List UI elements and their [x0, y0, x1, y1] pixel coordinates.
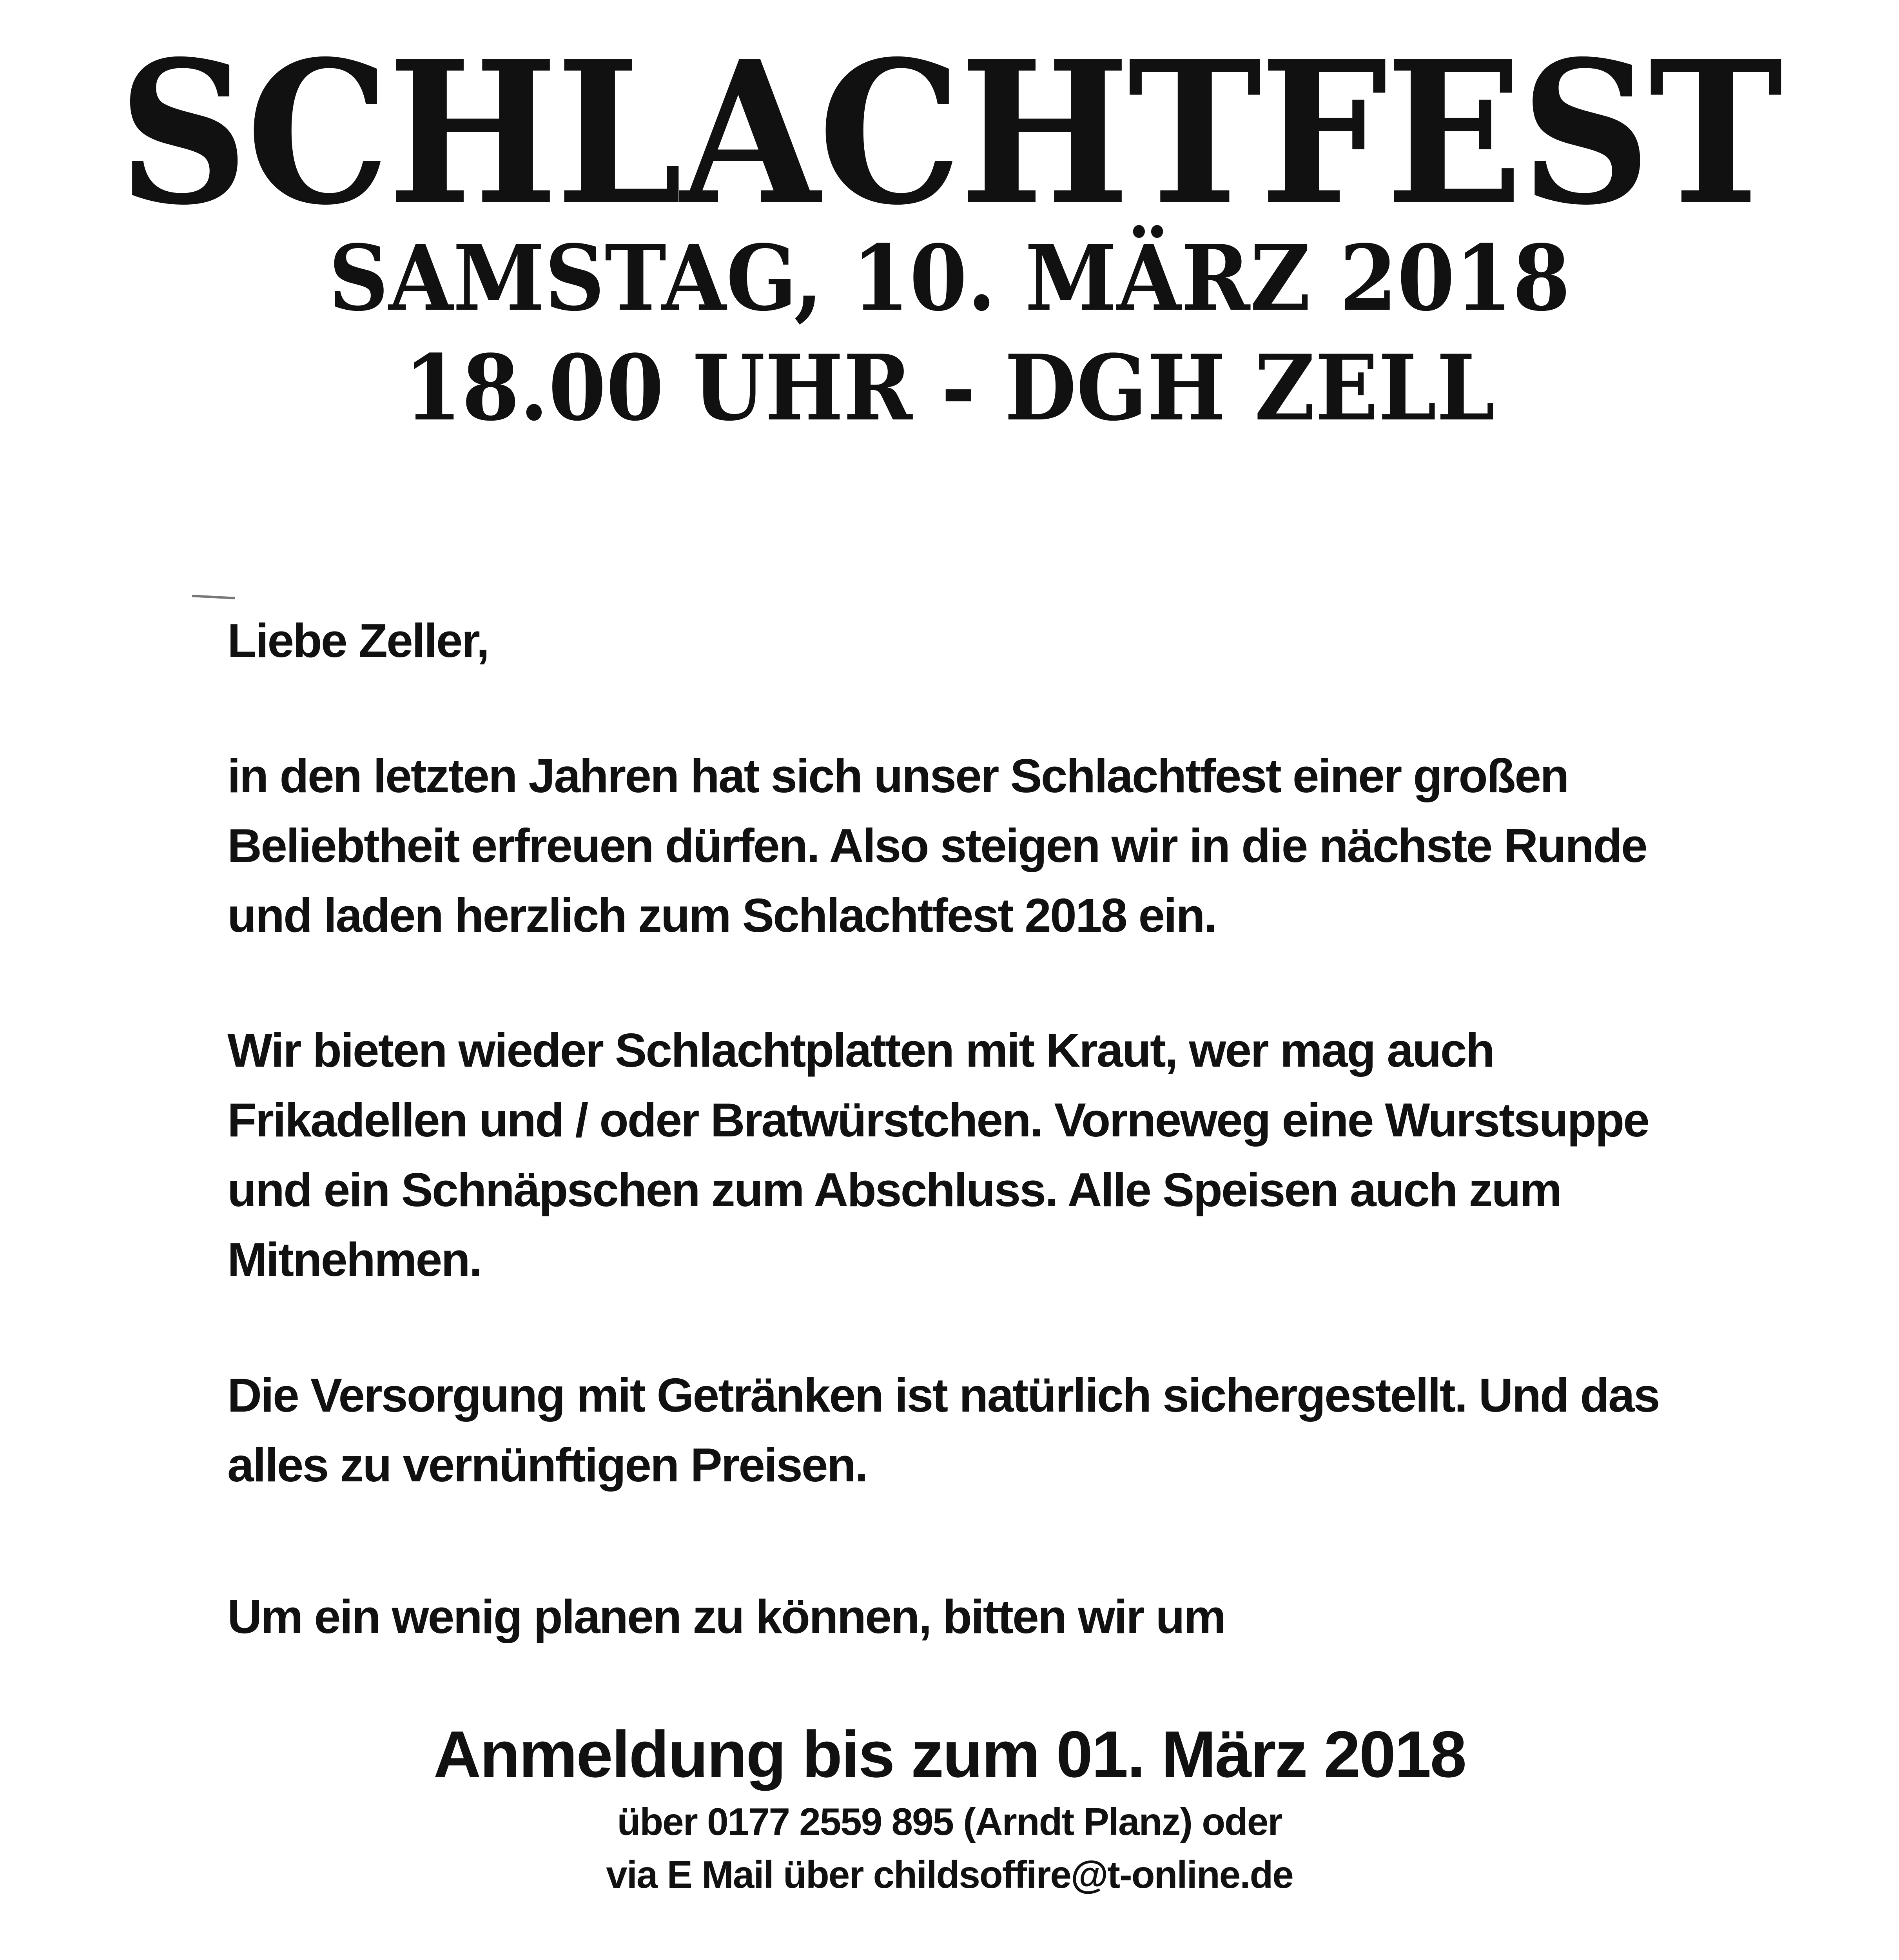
event-date: SAMSTAG, 10. MÄRZ 2018	[328, 225, 1571, 331]
paragraph-planning: Um ein wenig planen zu können, bitten wir um	[227, 1590, 1225, 1643]
paragraph-food	[227, 1015, 1697, 1294]
paragraph-line: und laden herzlich zum Schlachtfest 2018 ein.	[227, 889, 1216, 942]
salutation: Liebe Zeller,	[227, 614, 489, 667]
registration-email: via E Mail über childsoffire@t-online.de	[606, 1853, 1293, 1896]
paragraph-line: Beliebtheit erfreuen dürfen. Also steigen wir in die nächste Runde	[227, 819, 1647, 872]
paragraph-intro	[227, 741, 1697, 950]
paragraph-line: in den letzten Jahren hat sich unser Schlachtfest einer großen	[227, 749, 1568, 802]
registration-block	[0, 1713, 1899, 1901]
paragraph-line: Frikadellen und / oder Bratwürstchen. Vorneweg eine Wurstsuppe	[227, 1093, 1649, 1147]
scan-mark	[192, 595, 235, 599]
registration-deadline: Anmeldung bis zum 01. März 2018	[433, 1717, 1466, 1791]
paragraph-line: und ein Schnäpschen zum Abschluss. Alle Speisen auch zum	[227, 1163, 1561, 1216]
paragraph-line: alles zu vernünftigen Preisen.	[227, 1438, 867, 1492]
paragraph-line: Mitnehmen.	[227, 1233, 481, 1286]
registration-phone: über 0177 2559 895 (Arndt Planz) oder	[617, 1800, 1282, 1843]
paragraph-line: Die Versorgung mit Getränken ist natürlich sichergestellt. Und das	[227, 1368, 1659, 1422]
event-time-place: 18.00 UHR - DGH ZELL	[404, 335, 1495, 441]
paragraph-drinks	[227, 1360, 1697, 1500]
event-title: SCHLACHTFEST	[118, 18, 1781, 248]
paragraph-line: Wir bieten wieder Schlachtplatten mit Kraut, wer mag auch	[227, 1024, 1494, 1077]
